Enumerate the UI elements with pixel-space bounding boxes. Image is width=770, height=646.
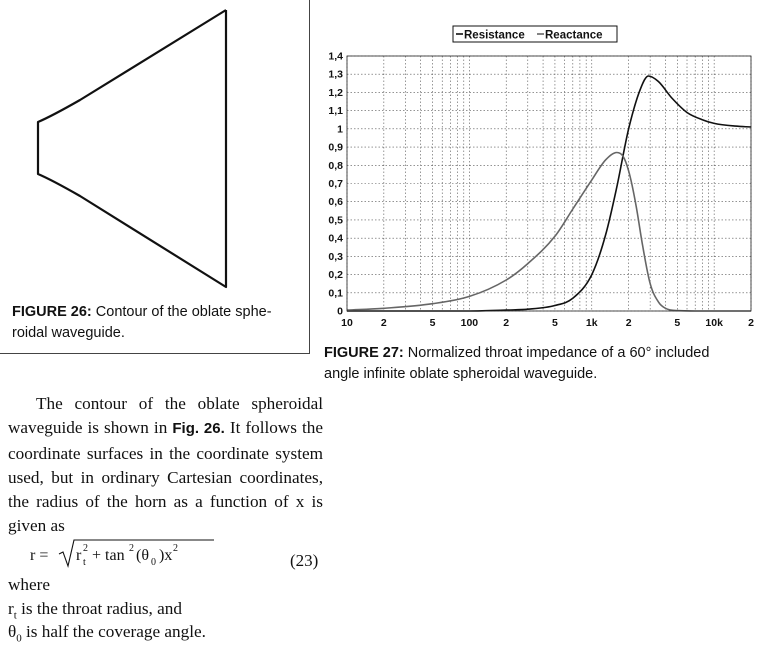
figure-27-label: FIGURE 27: <box>324 345 404 361</box>
waveguide-contour-figure <box>0 0 309 300</box>
series-line-resistance <box>347 76 751 311</box>
figure-reference: Fig. 26. <box>172 420 225 438</box>
legend-label-resistance: Resistance <box>464 29 525 42</box>
chart-legend <box>453 26 617 42</box>
impedance-chart <box>310 0 770 340</box>
y-tick-label: 1,3 <box>328 68 343 81</box>
svg-text:2: 2 <box>129 543 134 554</box>
equation-23 <box>28 536 228 576</box>
svg-text:r: r <box>76 547 82 564</box>
x-tick-label: 2 <box>380 317 387 329</box>
definition-throat-radius: $r_t$ is the throat radius, and <box>8 599 182 622</box>
y-tick-label: 0,5 <box>328 214 343 227</box>
x-tick-label: 2 <box>625 317 632 329</box>
y-tick-label: 1,1 <box>328 105 343 118</box>
x-tick-label: 5 <box>429 317 436 329</box>
body-paragraph <box>8 392 323 539</box>
y-tick-label: 0,7 <box>328 178 343 190</box>
figure-27-caption <box>324 343 764 385</box>
svg-text:+ tan: + tan <box>92 547 125 564</box>
figure-27-caption-line1: Normalized throat impedance of a 60° included <box>407 345 710 361</box>
paragraph-text-2: It follows the coordinate surfaces in the coordinate system used, but in ordinary Cartesian coordinates, the radius of the horn as a function of x is given as <box>8 418 323 536</box>
y-tick-label: 0,6 <box>328 196 343 209</box>
svg-text:2: 2 <box>83 543 88 554</box>
where-label: where <box>8 575 50 594</box>
y-tick-label: 0,9 <box>328 141 343 154</box>
svg-text:t: t <box>83 557 86 568</box>
paragraph-text-1: The contour of the oblate spheroidal waveguide is shown in <box>8 394 323 438</box>
svg-text:(θ: (θ <box>136 547 149 564</box>
y-tick-label: 1,4 <box>328 50 343 63</box>
figure-26-caption <box>12 302 302 344</box>
x-tick-label: 10k <box>705 317 723 329</box>
svg-text:2: 2 <box>173 543 178 554</box>
figure-26-label: FIGURE 26: <box>12 304 92 320</box>
series-line-reactance <box>347 153 751 312</box>
waveguide-outline <box>38 10 226 287</box>
definition-half-angle-text: is half the coverage angle. <box>26 622 206 641</box>
y-tick-label: 1 <box>337 123 343 136</box>
chart-curves <box>347 76 751 311</box>
y-tick-label: 0,8 <box>328 159 343 172</box>
legend-label-reactance: Reactance <box>545 29 603 42</box>
figure-26-caption-line1: Contour of the oblate sphe- <box>95 304 272 320</box>
figure-27-caption-line2: angle infinite oblate spheroidal waveguide. <box>324 366 598 382</box>
y-tick-label: 1,2 <box>328 86 343 99</box>
column-divider-horizontal <box>0 353 310 354</box>
svg-text:r =: r = <box>30 547 49 564</box>
figure-26-caption-line2: roidal waveguide. <box>12 325 125 341</box>
equation-number: (23) <box>290 551 319 570</box>
x-tick-label: 5 <box>552 317 558 329</box>
x-tick-label: 1k <box>585 317 598 329</box>
x-tick-label: 10 <box>341 317 353 329</box>
y-tick-label: 0,4 <box>328 232 343 245</box>
x-tick-label: 100 <box>460 317 479 329</box>
y-tick-label: 0,2 <box>328 269 343 282</box>
definition-half-angle: $\theta_0$ is half the coverage angle. <box>8 622 206 645</box>
svg-text:0: 0 <box>151 557 156 568</box>
x-tick-label: 2 <box>748 317 754 329</box>
chart-grid <box>347 56 751 311</box>
y-tick-label: 0,1 <box>328 287 343 300</box>
x-tick-label: 2 <box>503 317 510 329</box>
definition-throat-radius-text: is the throat radius, and <box>21 599 182 618</box>
svg-text:)x: )x <box>159 547 173 564</box>
y-tick-label: 0 <box>337 305 343 318</box>
x-tick-label: 5 <box>674 317 681 329</box>
y-tick-label: 0,3 <box>328 250 343 263</box>
